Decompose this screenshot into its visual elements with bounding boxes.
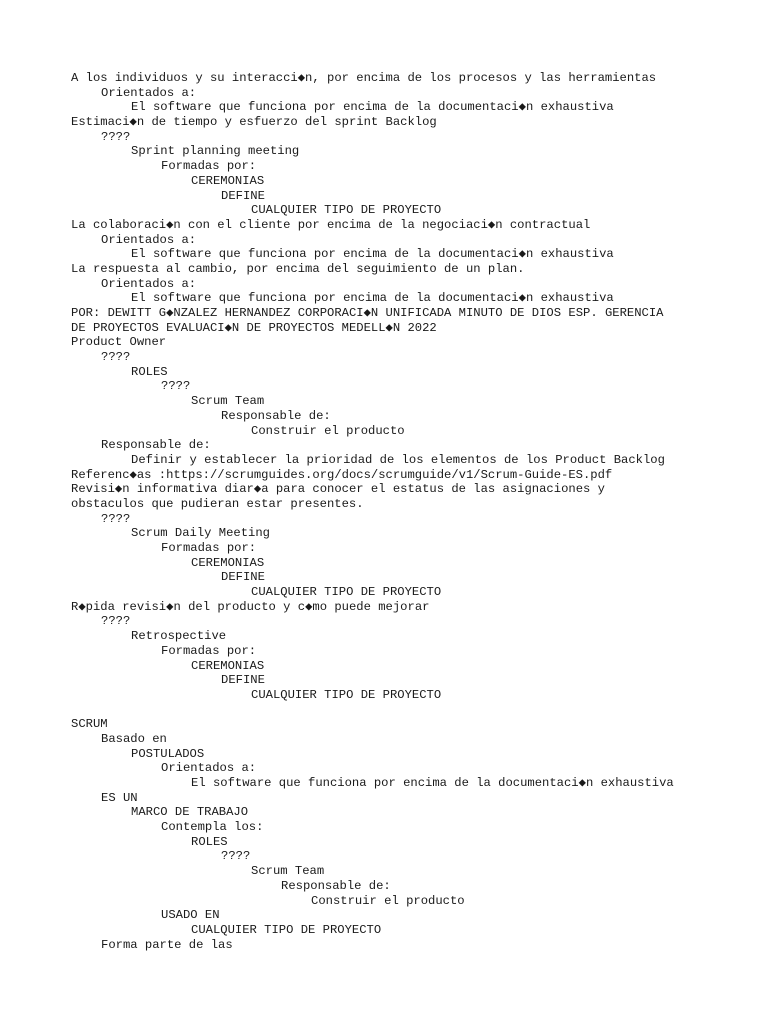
outline-line: CUALQUIER TIPO DE PROYECTO — [251, 203, 442, 218]
document-outline — [71, 71, 761, 952]
outline-line: La respuesta al cambio, por encima del seguimiento de un plan. — [71, 261, 525, 276]
outline-line: Definir y establecer la prioridad de los elementos de los Product Backlog — [131, 452, 665, 467]
outline-line: Retrospective — [131, 629, 227, 644]
outline-line: Construir el producto — [311, 893, 465, 908]
outline-line: DEFINE — [221, 188, 265, 203]
outline-line: A los individuos y su interacci◆n, por encima de los procesos y las herramientas — [71, 71, 657, 85]
outline-line: CUALQUIER TIPO DE PROYECTO — [251, 687, 442, 702]
outline-line: CEREMONIAS — [191, 658, 265, 673]
outline-line: Construir el producto — [251, 423, 405, 438]
outline-line: Estimaci◆n de tiempo y esfuerzo del sprint Backlog — [71, 115, 437, 130]
outline-line: Product Owner — [71, 335, 167, 350]
outline-line: ???? — [101, 511, 131, 526]
outline-line: ???? — [101, 350, 131, 365]
outline-line: POSTULADOS — [131, 746, 205, 761]
outline-line: Orientados a: — [161, 761, 257, 776]
outline-line: ???? — [101, 614, 131, 629]
outline-line: Basado en — [101, 731, 167, 746]
outline-line: obstaculos que pudieran estar presentes. — [71, 496, 364, 511]
outline-line: Scrum Team — [251, 864, 325, 879]
outline-line: Sprint planning meeting — [131, 144, 300, 159]
outline-line: Responsable de: — [101, 438, 211, 453]
outline-line: Forma parte de las — [101, 937, 233, 952]
outline-line: ???? — [161, 379, 191, 394]
outline-line: ROLES — [191, 834, 228, 849]
outline-line: Orientados a: — [101, 276, 197, 291]
outline-line: Referenc◆as :https://scrumguides.org/docs/scrumguide/v1/Scrum-Guide-ES.pdf — [71, 467, 613, 482]
outline-line: SCRUM — [71, 717, 108, 732]
outline-line: CEREMONIAS — [191, 173, 265, 188]
outline-line: Orientados a: — [101, 232, 197, 247]
outline-line: CEREMONIAS — [191, 555, 265, 570]
outline-line: El software que funciona por encima de la documentaci◆n exhaustiva — [131, 291, 614, 306]
outline-line: Revisi◆n informativa diar◆a para conocer el estatus de las asignaciones y — [71, 482, 605, 497]
outline-line: CUALQUIER TIPO DE PROYECTO — [251, 585, 442, 600]
outline-line: CUALQUIER TIPO DE PROYECTO — [191, 922, 382, 937]
outline-line: USADO EN — [161, 908, 220, 923]
outline-line: DE PROYECTOS EVALUACI◆N DE PROYECTOS MEDELL◆N 2022 — [71, 320, 437, 335]
outline-line: Formadas por: — [161, 541, 257, 555]
outline-line: El software que funciona por encima de la documentaci◆n exhaustiva — [191, 776, 674, 790]
outline-line: ???? — [101, 129, 131, 144]
outline-line: Formadas por: — [161, 643, 257, 658]
outline-line: El software que funciona por encima de la documentaci◆n exhaustiva — [131, 100, 614, 115]
outline-line: Scrum Team — [191, 394, 265, 409]
outline-line: ROLES — [131, 364, 168, 379]
outline-line: El software que funciona por encima de la documentaci◆n exhaustiva — [131, 247, 614, 262]
blank-line — [71, 703, 761, 718]
outline-line: Responsable de: — [281, 878, 391, 893]
outline-line: DEFINE — [221, 570, 265, 585]
outline-line: POR: DEWITT G◆NZALEZ HERNANDEZ CORPORACI◆N UNIFICADA MINUTO DE DIOS ESP. GERENCIA — [71, 306, 664, 320]
outline-line: ES UN — [101, 790, 138, 805]
outline-line: Contempla los: — [161, 820, 264, 835]
outline-line: Responsable de: — [221, 408, 331, 423]
outline-line: DEFINE — [221, 673, 265, 688]
outline-line: R◆pida revisi◆n del producto y c◆mo puede mejorar — [71, 599, 430, 614]
outline-line: Orientados a: — [101, 85, 197, 100]
outline-line: MARCO DE TRABAJO — [131, 805, 249, 820]
outline-line: La colaboraci◆n con el cliente por encima de la negociaci◆n contractual — [71, 217, 591, 232]
outline-line: ???? — [221, 849, 251, 864]
outline-line: Scrum Daily Meeting — [131, 526, 270, 541]
outline-line: Formadas por: — [161, 159, 257, 174]
